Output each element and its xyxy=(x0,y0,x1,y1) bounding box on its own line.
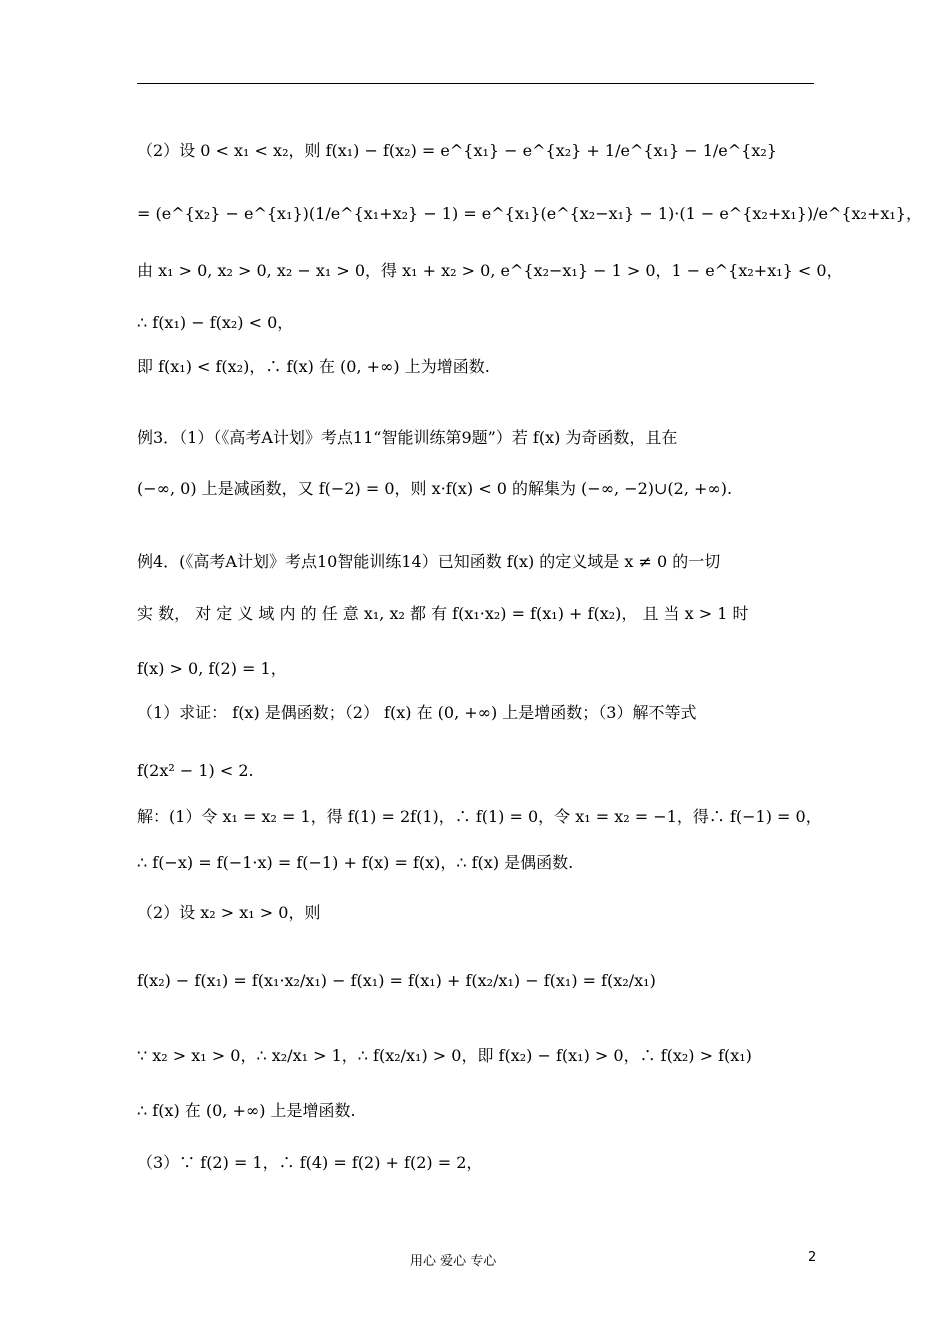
text-line: ∴ f(x) 在 (0, +∞) 上是增函数. xyxy=(137,1101,356,1120)
text-line: f(x) > 0, f(2) = 1， xyxy=(137,659,287,678)
text-line: 即 f(x₁) < f(x₂)，∴ f(x) 在 (0, +∞) 上为增函数. xyxy=(137,357,490,376)
text-line: ∴ f(x₁) − f(x₂) < 0， xyxy=(137,313,294,332)
header-rule xyxy=(137,83,814,84)
footer-text: 用心 爱心 专心 xyxy=(410,1254,497,1269)
text-line: f(2x² − 1) < 2. xyxy=(137,761,254,780)
text-line: （1）求证： f(x) 是偶函数；（2） f(x) 在 (0, +∞) 上是增函数；（3）解不等式 xyxy=(137,703,697,722)
text-line: （3）∵ f(2) = 1，∴ f(4) = f(2) + f(2) = 2， xyxy=(137,1153,483,1172)
text-line: f(x₂) − f(x₁) = f(x₁·x₂/x₁) − f(x₁) = f(x₁) + f(x₂/x₁) − f(x₁) = f(x₂/x₁) xyxy=(137,971,656,990)
text-line: 由 x₁ > 0, x₂ > 0, x₂ − x₁ > 0，得 x₁ + x₂ > 0, e^{x₂−x₁} − 1 > 0，1 − e^{x₂+x₁} < 0， xyxy=(137,261,843,280)
text-line: 例3．（1）（《高考A计划》考点11“智能训练第9题”）若 f(x) 为奇函数，且在 xyxy=(137,428,678,447)
text-line: （2）设 x₂ > x₁ > 0，则 xyxy=(137,903,321,922)
text-line: (−∞, 0) 上是减函数，又 f(−2) = 0，则 x·f(x) < 0 的解集为 (−∞, −2)∪(2, +∞). xyxy=(137,479,733,498)
text-line: 例4．(《高考A计划》考点10智能训练14）已知函数 f(x) 的定义域是 x ≠ 0 的一切 xyxy=(137,552,721,571)
text-line: ∵ x₂ > x₁ > 0，∴ x₂/x₁ > 1，∴ f(x₂/x₁) > 0，即 f(x₂) − f(x₁) > 0，∴ f(x₂) > f(x₁) xyxy=(137,1046,752,1065)
text-line: 解：(1）令 x₁ = x₂ = 1，得 f(1) = 2f(1)，∴ f(1) = 0，令 x₁ = x₂ = −1，得∴ f(−1) = 0， xyxy=(137,807,822,826)
text-line: ∴ f(−x) = f(−1·x) = f(−1) + f(x) = f(x)，∴ f(x) 是偶函数. xyxy=(137,853,574,872)
text-line: = (e^{x₂} − e^{x₁})(1/e^{x₁+x₂} − 1) = e^{x₁}(e^{x₂−x₁} − 1)·(1 − e^{x₂+x₁})/e^{x₂+x₁}， xyxy=(137,204,922,223)
text-line: （2）设 0 < x₁ < x₂，则 f(x₁) − f(x₂) = e^{x₁} − e^{x₂} + 1/e^{x₁} − 1/e^{x₂} xyxy=(137,141,777,160)
page-number: 2 xyxy=(808,1250,817,1265)
text-line: 实 数， 对 定 义 域 内 的 任 意 x₁, x₂ 都 有 f(x₁·x₂) = f(x₁) + f(x₂)， 且 当 x > 1 时 xyxy=(137,604,749,623)
